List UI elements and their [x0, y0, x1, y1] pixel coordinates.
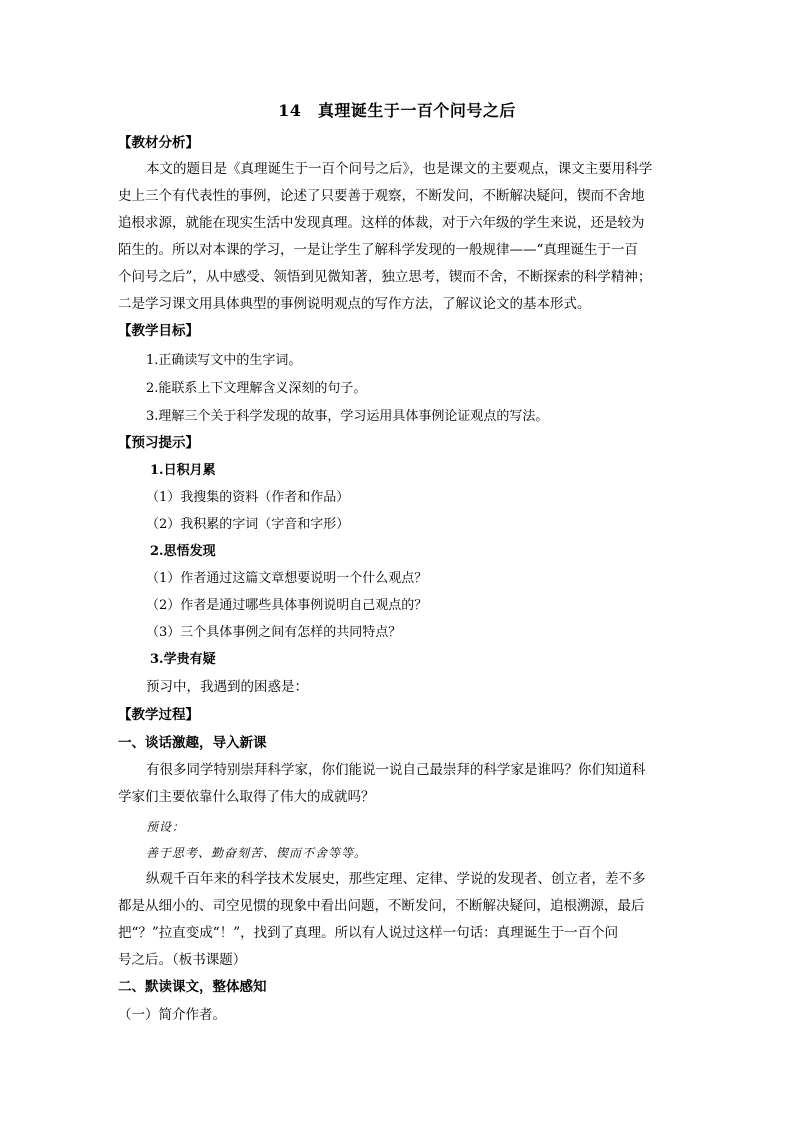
goal-item: 3.理解三个关于科学发现的故事，学习运用具体事例论证观点的写法。 — [146, 409, 549, 424]
step-heading: 二、默读课文，整体感知 — [118, 979, 267, 995]
analysis-heading: 【教材分析】 — [118, 135, 199, 151]
analysis-line: 追根求源，就能在现实生活中发现真理。这样的体裁，对于六年级的学生来说，还是较为 — [118, 215, 645, 231]
analysis-line: 二是学习课文用具体典型的事例说明观点的写作方法，了解议论文的基本形式。 — [118, 296, 591, 312]
preview-item: （1）我搜集的资料（作者和作品） — [146, 490, 350, 505]
step-line: 都是从细小的、司空见惯的现象中看出问题，不断发问，不断解决疑问，追根溯源，最后 — [118, 898, 645, 914]
page-title: 14 真理诞生于一百个问号之后 — [278, 101, 516, 120]
preset-label: 预设： — [146, 820, 186, 834]
analysis-line: 个问号之后”，从中感受、领悟到见微知著，独立思考，锲而不舍，不断探索的科学精神； — [118, 269, 652, 285]
goals-heading: 【教学目标】 — [118, 323, 199, 339]
step-line: 学家们主要依靠什么取得了伟大的成就吗？ — [118, 789, 375, 805]
preset-text: 善于思考、勤奋刻苦、锲而不舍等等。 — [146, 846, 368, 860]
process-heading: 【教学过程】 — [118, 707, 199, 723]
preview-subtitle: 2.思悟发现 — [150, 544, 216, 559]
preview-heading: 【预习提示】 — [118, 435, 199, 451]
preview-text: 预习中，我遇到的困惑是： — [146, 679, 308, 695]
analysis-line: 本文的题目是《真理诞生于一百个问号之后》，也是课文的主要观点，课文主要用科学 — [146, 161, 653, 177]
analysis-line: 史上三个有代表性的事例，论述了只要善于观察，不断发问，不断解决疑问，锲而不舍地 — [118, 188, 645, 204]
preview-item: （1）作者通过这篇文章想要说明一个什么观点？ — [146, 571, 428, 586]
step-line: 有很多同学特别崇拜科学家，你们能说一说自己最崇拜的科学家是谁吗？你们知道科 — [146, 762, 646, 778]
preview-item: （3）三个具体事例之间有怎样的共同特点？ — [146, 625, 402, 640]
preview-subtitle: 1.日积月累 — [150, 463, 216, 478]
step-heading: 一、谈话激趣，导入新课 — [118, 735, 267, 751]
preview-item: （2）我积累的字词（字音和字形） — [146, 517, 350, 532]
step-item: （一）简介作者。 — [118, 1007, 226, 1023]
step-line: 把“？”拉直变成“！”，找到了真理。所以有人说过这样一句话：真理诞生于一百个问 — [118, 925, 619, 941]
preview-subtitle: 3.学贵有疑 — [150, 652, 216, 667]
preview-item: （2）作者是通过哪些具体事例说明自己观点的？ — [146, 598, 428, 613]
goal-item: 2.能联系上下文理解含义深刻的句子。 — [146, 381, 367, 396]
analysis-line: 陌生的。所以对本课的学习，一是让学生了解科学发现的一般规律——“真理诞生于一百 — [118, 242, 638, 258]
step-line: 号之后。（板书课题） — [118, 952, 247, 968]
step-line: 纵观千百年来的科学技术发展史，那些定理、定律、学说的发现者、创立者，差不多 — [146, 871, 646, 887]
goal-item: 1.正确读写文中的生字词。 — [146, 353, 302, 368]
